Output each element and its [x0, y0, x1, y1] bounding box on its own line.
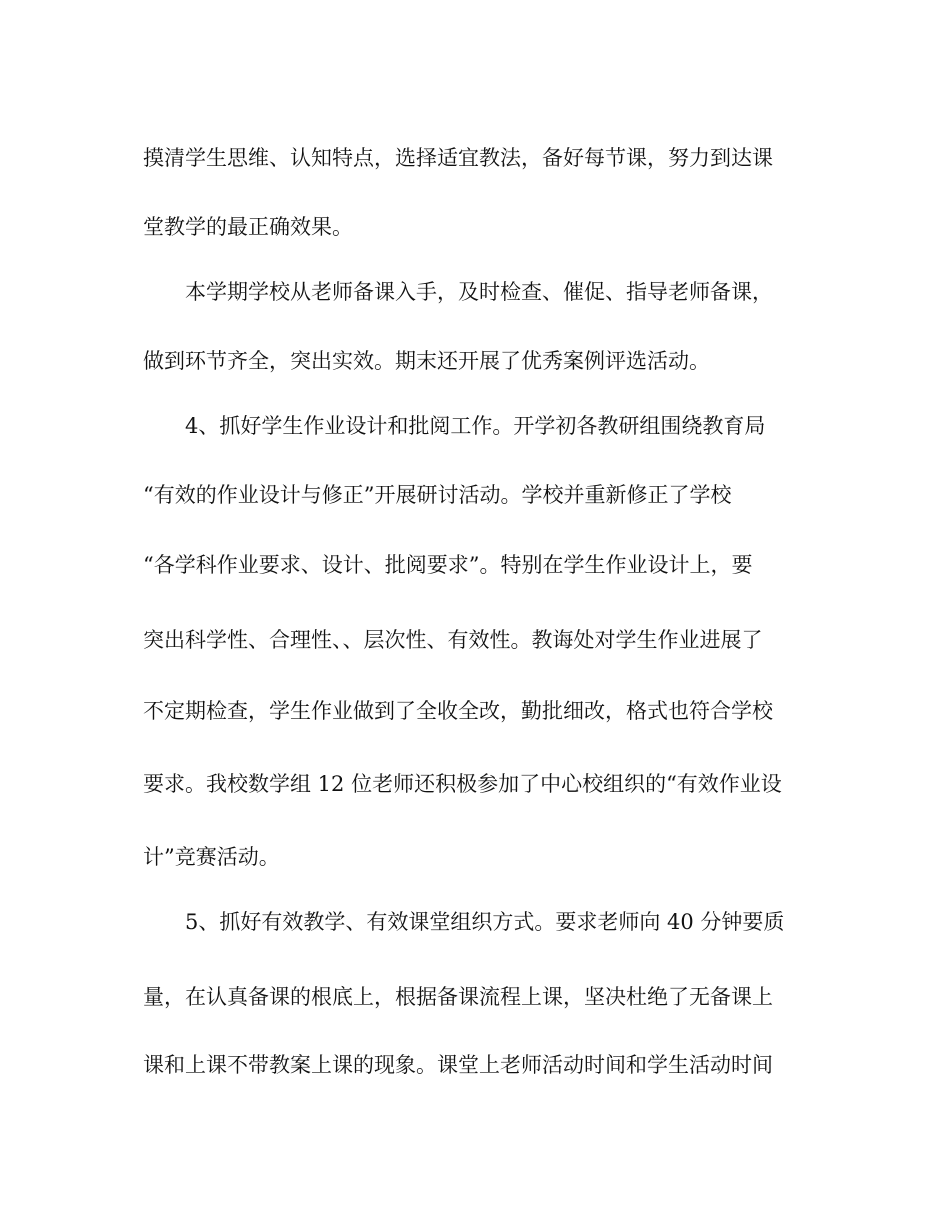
text-line-3: 本学期学校从老师备课入手，及时检查、催促、指导老师备课，: [185, 280, 773, 304]
text-line-13: 量，在认真备课的根底上，根据备课流程上课，坚决杜绝了无备课上: [143, 985, 773, 1009]
text-line-1: 摸清学生思维、认知特点，选择适宜教法，备好每节课，努力到达课: [143, 146, 773, 170]
text-line-5: 4、抓好学生作业设计和批阅工作。开学初各教研组围绕教育局: [185, 414, 766, 438]
text-line-4: 做到环节齐全，突出实效。期末还开展了优秀案例评选活动。: [143, 349, 710, 373]
text-line-10: 要求。我校数学组 12 位老师还积极参加了中心校组织的“有效作业设: [143, 772, 782, 796]
text-line-7: “各学科作业要求、设计、批阅要求”。特别在学生作业设计上，要: [143, 553, 753, 577]
text-line-12: 5、抓好有效教学、有效课堂组织方式。要求老师向 40 分钟要质: [185, 910, 785, 934]
text-line-9: 不定期检查，学生作业做到了全收全改，勤批细改，格式也符合学校: [143, 699, 773, 723]
text-line-8: 突出科学性、合理性、、层次性、有效性。教诲处对学生作业进展了: [143, 628, 763, 652]
text-line-6: “有效的作业设计与修正”开展研讨活动。学校并重新修正了学校: [143, 483, 732, 507]
text-line-11: 计”竞赛活动。: [143, 845, 280, 869]
text-line-2: 堂教学的最正确效果。: [143, 215, 353, 239]
text-line-14: 课和上课不带教案上课的现象。课堂上老师活动时间和学生活动时间: [143, 1053, 773, 1077]
